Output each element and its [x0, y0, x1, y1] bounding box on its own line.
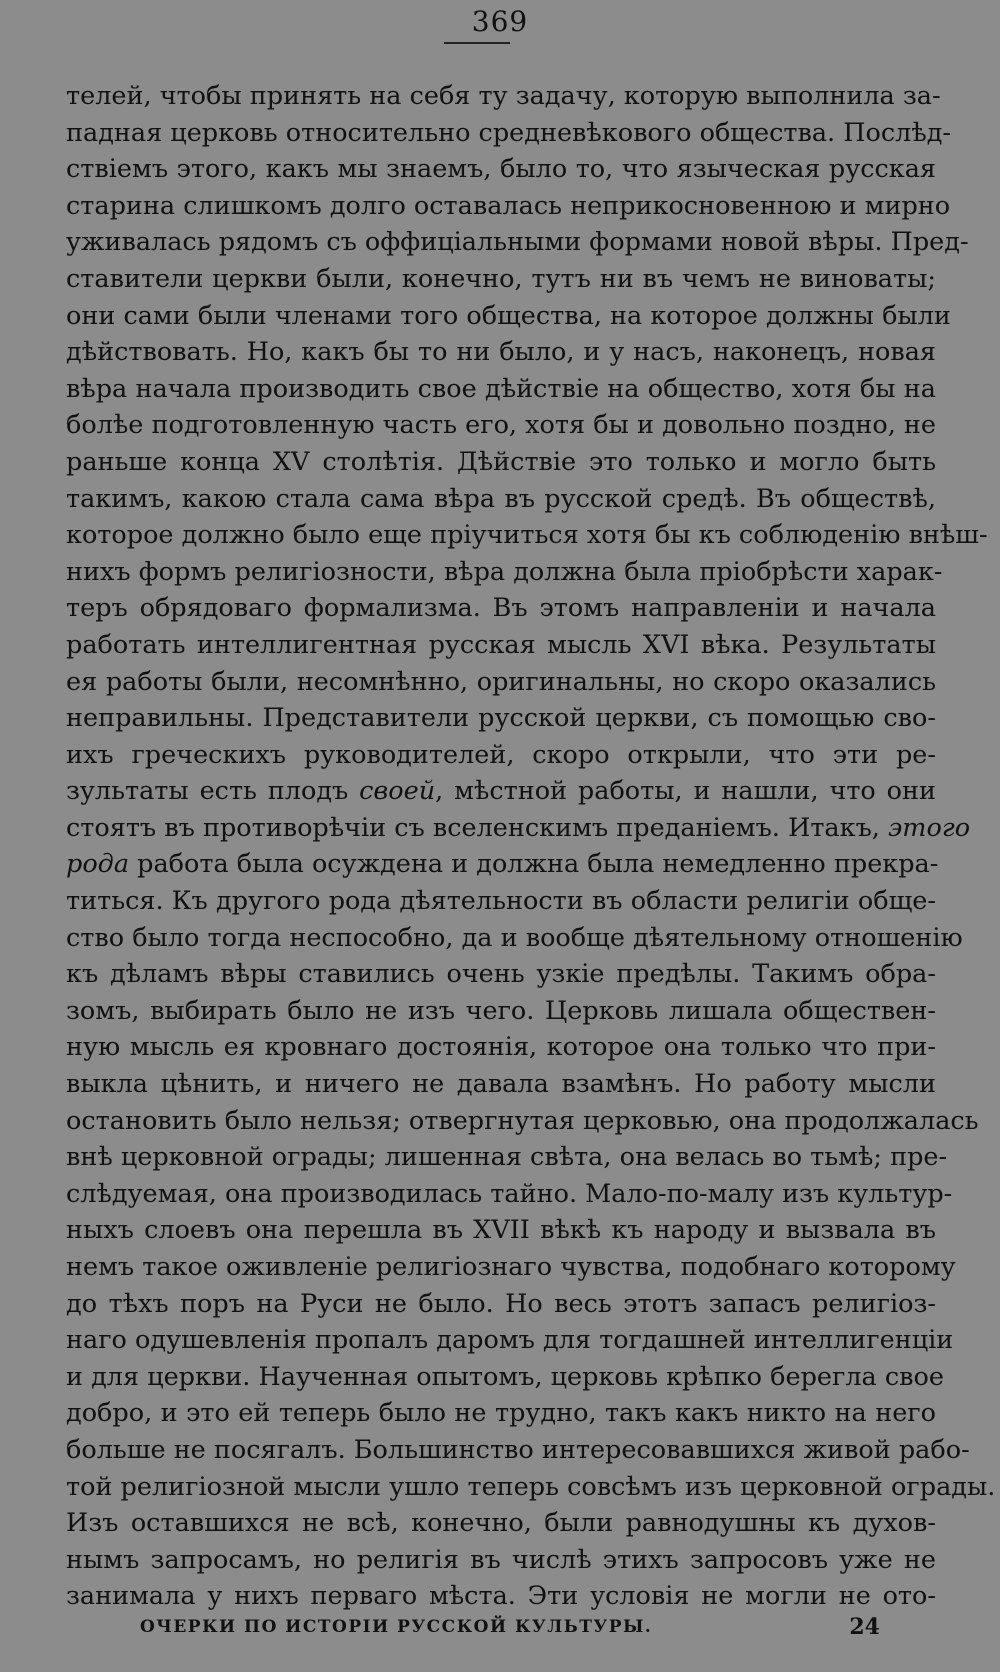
footer-book-title: ОЧЕРКИ ПО ИСТОРІИ РУССКОЙ КУЛЬТУРЫ. [140, 1617, 653, 1637]
text-segment: той религіозной мысли ушло теперь совсѣмъ изъ церковной ограды. [66, 1471, 996, 1502]
text-line [66, 737, 936, 774]
text-segment: своей [359, 776, 436, 807]
text-segment: теръ обрядоваго формализма. Въ этомъ направленіи и начала [66, 593, 936, 624]
text-line [66, 590, 936, 627]
text-segment: такимъ, какою стала сама вѣра въ русской средѣ. Въ обществѣ, [66, 483, 936, 514]
text-segment: ныхъ слоевъ она перешла въ XVII вѣкѣ къ народу и вызвала въ [66, 1215, 936, 1246]
text-segment: наго одушевленія пропалъ даромъ для тогдашней интеллигенціи [66, 1325, 954, 1356]
text-line [66, 407, 936, 444]
text-segment: добро, и это ей теперь было не трудно, такъ какъ никто на него [66, 1398, 936, 1429]
text-line [66, 1212, 936, 1249]
text-line [66, 554, 943, 591]
text-line [66, 78, 941, 115]
text-line [66, 956, 936, 993]
text-line [66, 773, 936, 810]
text-segment: ставители церкви были, конечно, тутъ ни въ чемъ не виноваты; [66, 263, 936, 294]
text-segment: до тѣхъ поръ на Руси не было. Но весь этотъ запасъ религіоз- [66, 1288, 936, 1319]
text-line [66, 1542, 936, 1579]
text-line [66, 993, 936, 1030]
text-segment: падная церковь относительно средневѣкового общества. Послѣд- [66, 117, 952, 148]
text-segment: рода [66, 849, 130, 880]
footer-signature-mark: 24 [849, 1614, 880, 1640]
page-number-rule [444, 42, 510, 44]
text-line [66, 1578, 936, 1615]
text-line [66, 334, 936, 371]
text-segment: внѣ церковной ограды; лишенная свѣта, она велась во тьмѣ; пре- [66, 1142, 948, 1173]
text-line [66, 188, 951, 225]
page-footer [140, 1612, 880, 1642]
text-line [66, 444, 936, 481]
text-segment: раньше конца XV столѣтія. Дѣйствіе это только и могло быть [66, 446, 936, 477]
text-line [66, 1395, 936, 1432]
text-line [66, 1139, 948, 1176]
text-line [66, 1103, 979, 1140]
text-segment: зомъ, выбирать было не изъ чего. Церковь лишала обществен- [66, 995, 936, 1026]
text-line [66, 1359, 944, 1396]
text-segment: ную мысль ея кровнаго достоянія, которое она только что при- [66, 1032, 936, 1063]
text-segment: больше не посягалъ. Большинство интересовавшихся живой рабо- [66, 1434, 970, 1465]
text-segment: немъ такое оживленіе религіознаго чувства, подобнаго которому [66, 1252, 956, 1282]
text-segment: титься. Къ другого рода дѣятельности въ области религіи обще- [66, 886, 936, 917]
text-segment: ство было тогда неспособно, да и вообще дѣятельному отношенію [66, 922, 963, 953]
text-line [66, 1432, 970, 1469]
text-line [66, 1505, 936, 1542]
text-line [66, 1176, 953, 1213]
text-segment: болѣе подготовленную часть его, хотя бы и довольно поздно, не [66, 410, 936, 441]
text-line [66, 846, 939, 883]
text-segment: ея работы были, несомнѣнно, оригинальны, но скоро оказались [66, 666, 936, 697]
text-line [66, 920, 963, 957]
text-line [66, 1029, 936, 1066]
text-segment: дѣйствовать. Но, какъ бы то ни было, и у насъ, наконецъ, новая [66, 337, 936, 368]
text-line [66, 664, 936, 701]
text-line [66, 700, 936, 737]
text-line [66, 1249, 956, 1286]
text-segment: неправильны. Представители русской церкви, съ помощью сво- [66, 703, 936, 734]
text-segment: занимала у нихъ перваго мѣста. Эти условія не могли не ото- [66, 1581, 936, 1612]
text-segment: къ дѣламъ вѣры ставились очень узкіе предѣлы. Такимъ обра- [66, 959, 936, 990]
text-segment: уживалась рядомъ съ оффиціальными формами новой вѣры. Пред- [66, 227, 969, 258]
text-line [66, 1469, 996, 1506]
text-segment: работать интеллигентная русская мысль XVI вѣка. Результаты [66, 629, 936, 660]
text-segment: стоятъ въ противорѣчіи съ вселенскимъ преданіемъ. Итакъ, [66, 812, 889, 843]
text-line [66, 115, 952, 152]
text-segment: нымъ запросамъ, но религія въ числѣ этихъ запросовъ уже не [66, 1544, 936, 1575]
text-segment: ихъ греческихъ руководителей, скоро открыли, что эти ре- [66, 739, 936, 770]
body-text [66, 78, 996, 1615]
text-line [66, 224, 969, 261]
page-number: 369 [471, 5, 529, 38]
text-segment: работа была осуждена и должна была немедленно прекра- [129, 849, 939, 880]
text-line [66, 261, 936, 298]
text-line [66, 810, 971, 847]
text-segment: старина слишкомъ долго оставалась неприкосновенною и мирно [66, 190, 951, 221]
text-line [66, 1286, 936, 1323]
text-line [66, 517, 988, 554]
text-line [66, 1322, 954, 1359]
text-segment: Изъ оставшихся не всѣ, конечно, были равнодушны къ духов- [66, 1508, 936, 1539]
text-segment: выкла цѣнить, и ничего не давала взамѣнъ. Но работу мысли [66, 1069, 936, 1100]
text-segment: , мѣстной работы, и нашли, что они [435, 776, 936, 807]
text-segment: и для церкви. Наученная опытомъ, церковь крѣпко берегла свое [66, 1361, 944, 1392]
text-segment: которое должно было еще пріучиться хотя бы къ соблюденію внѣш- [66, 520, 988, 551]
text-segment: слѣдуемая, она производилась тайно. Мало-по-малу изъ культур- [66, 1178, 953, 1209]
text-segment: нихъ формъ религіозности, вѣра должна была пріобрѣсти харак- [66, 556, 943, 587]
text-segment: они сами были членами того общества, на которое должны были [66, 300, 951, 331]
text-line [66, 151, 936, 188]
text-line [66, 1066, 936, 1103]
text-segment: телей, чтобы принять на себя ту задачу, которую выполнила за- [66, 81, 941, 111]
text-line [66, 883, 936, 920]
text-segment: вѣра начала производить свое дѣйствіе на общество, хотя бы на [66, 373, 936, 404]
text-segment: остановить было нельзя; отвергнутая церковью, она продолжалась [66, 1105, 979, 1136]
text-line [66, 481, 936, 518]
text-line [66, 371, 936, 408]
text-line [66, 627, 936, 664]
text-segment: этого [888, 812, 971, 843]
text-segment: ствіемъ этого, какъ мы знаемъ, было то, что языческая русская [66, 154, 936, 185]
text-line [66, 298, 951, 335]
text-segment: зультаты есть плодъ [66, 776, 360, 807]
